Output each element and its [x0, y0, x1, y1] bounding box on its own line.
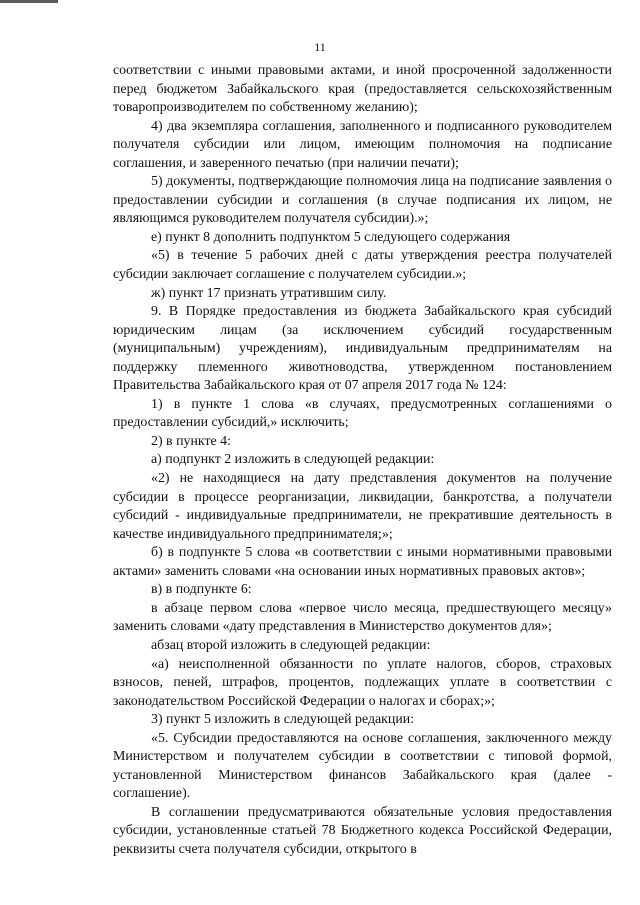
- paragraph-13: в) в подпункте 6:: [151, 582, 252, 598]
- document-body: [113, 62, 612, 860]
- paragraph-15: абзац второй изложить в следующей редакции:: [151, 637, 431, 653]
- paragraph-17: 3) пункт 5 изложить в следующей редакции:: [151, 712, 415, 728]
- paragraph-19: В соглашении предусматриваются обязательные условия предоставления субсидии, установленные статьей 78 Бюджетного кодекса Российской Федерации, реквизиты счета получателя субсидии, открытого в: [113, 804, 612, 857]
- paragraph-12: б) в подпункте 5 слова «в соответствии с иными нормативными правовыми актами» заменить словами «на основании иных нормативных правовых актов»;: [113, 545, 612, 579]
- paragraph-11: «2) не находящиеся на дату представления документов на получение субсидии в процессе реорганизации, ликвидации, банкротства, а получатели субсидий - индивидуальные предприниматели, не прекратившие деятельность в качестве индивидуального предпринимателя;»;: [113, 471, 612, 542]
- paragraph-14: в абзаце первом слова «первое число месяца, предшествующего месяцу» заменить словами «дату представления в Министерство документов для»;: [113, 600, 612, 635]
- paragraph-2: 4) два экземпляра соглашения, заполненного и подписанного руководителем получателя субсидии или лицом, имеющим полномочия на подписание соглашения, и заверенного печатью (при наличии печати);: [113, 118, 612, 171]
- paragraph-7: 9. В Порядке предоставления из бюджета Забайкальского края субсидий юридическим лицам (за исключением субсидий государственным (муниципальным) учреждениям), индивидуальным предпринимателям на поддержку племенного животноводства, утвержденном постановлением Правительства Забайкальского края от 07 апреля 2017 года № 124:: [113, 304, 612, 394]
- paragraph-18: «5. Субсидии предоставляются на основе соглашения, заключенного между Министерством и получателем субсидии в соответствии с типовой формой, установленной Министерством финансов Забайкальского края (далее - соглашение).: [113, 730, 612, 802]
- paragraph-9: 2) в пункте 4:: [151, 433, 231, 449]
- page-number: 11: [314, 40, 326, 54]
- paragraph-1: соответствии с иными правовыми актами, и иной просроченной задолженности перед бюджетом Забайкальского края (предоставляется сельскохозяйственным товаропроизводителем по собственному желанию);: [113, 63, 612, 116]
- paragraph-10: а) подпункт 2 изложить в следующей редакции:: [151, 452, 435, 468]
- paragraph-8: 1) в пункте 1 слова «в случаях, предусмотренных соглашениями о предоставлении субсидий,» исключить;: [113, 396, 612, 431]
- paragraph-16: «а) неисполненной обязанности по уплате налогов, сборов, страховых взносов, пеней, штрафов, процентов, подлежащих уплате в соответствии с законодательством Российской Федерации о налогах и сборах;»;: [113, 656, 612, 709]
- paragraph-4: е) пункт 8 дополнить подпунктом 5 следующего содержания: [151, 229, 511, 245]
- paragraph-6: ж) пункт 17 признать утратившим силу.: [151, 285, 387, 301]
- paragraph-5: «5) в течение 5 рабочих дней с даты утверждения реестра получателей субсидии заключает соглашение с получателем субсидии.»;: [113, 248, 612, 283]
- top-edge-line: [0, 0, 58, 3]
- paragraph-3: 5) документы, подтверждающие полномочия лица на подписание заявления о предоставлении субсидии и соглашения (в случае подписания их лицом, не являющимся руководителем получателя субсидии).»;: [113, 174, 612, 227]
